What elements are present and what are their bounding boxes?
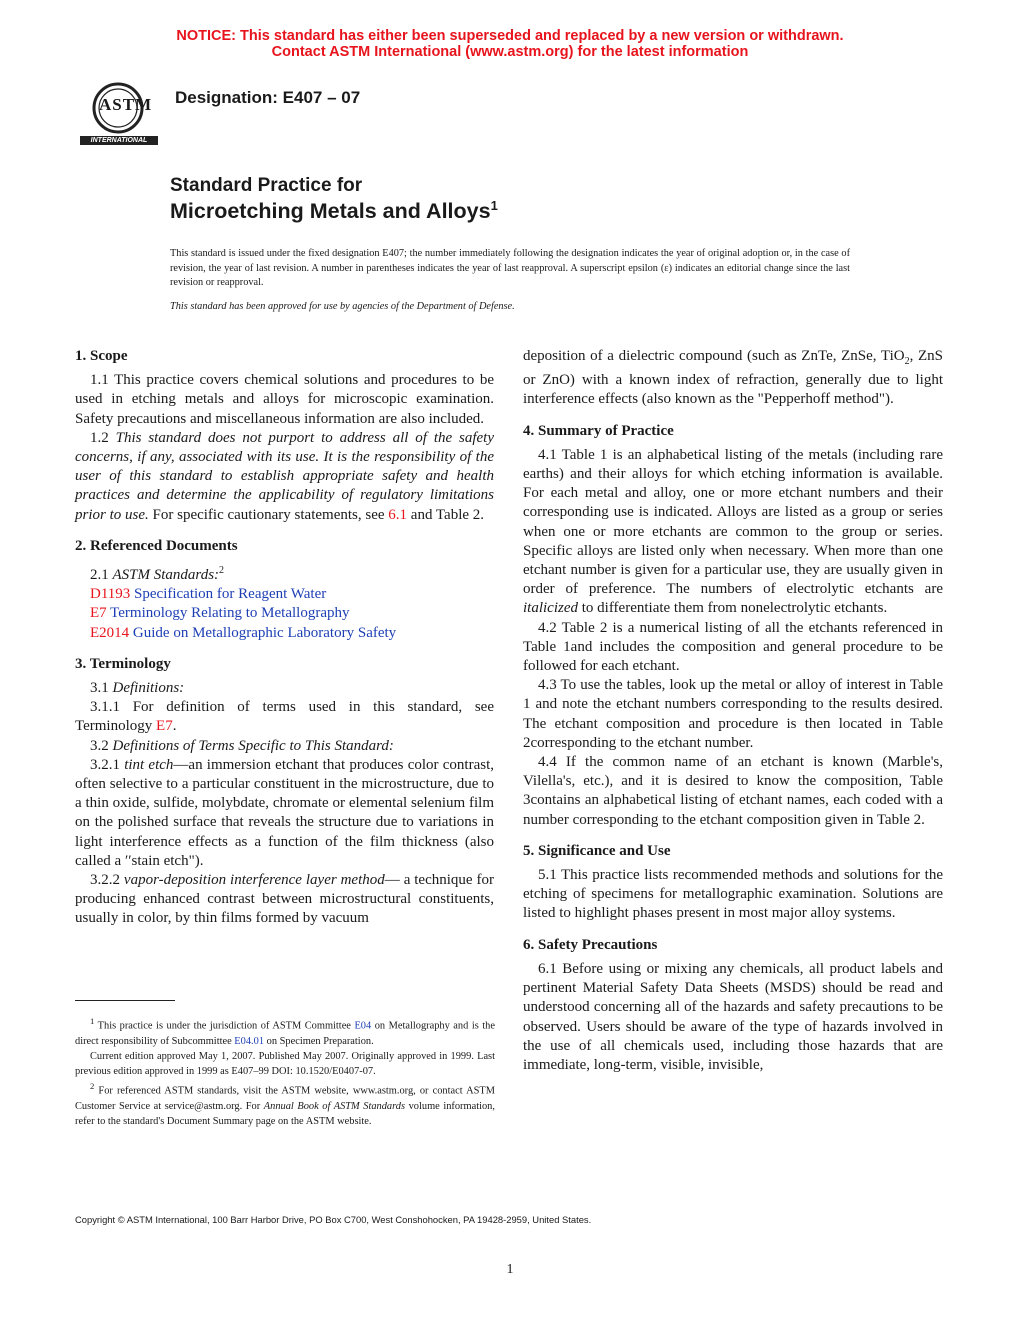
ref-doc[interactable]: E2014 Guide on Metallographic Laboratory Safety: [90, 624, 397, 641]
section-heading-terminology: 3. Terminology: [75, 655, 171, 672]
link-e7[interactable]: E7: [156, 718, 173, 735]
section-heading-referenced: 2. Referenced Documents: [75, 537, 238, 554]
term-3-2-2: 3.2.2 vapor-deposition interference layer method— a technique for producing enhanced contrast between microstructural constituents, usually in color, by thin films formed by vacuum: [75, 872, 494, 927]
approved-note: This standard has been approved for use by agencies of the Department of Defense.: [170, 301, 515, 312]
link-e04-01[interactable]: E04.01: [234, 1035, 265, 1047]
section-heading-safety: 6. Safety Precautions: [523, 936, 658, 953]
ref-doc[interactable]: D1193 Specification for Reagent Water: [90, 586, 327, 603]
footnote-1: $^1$ This practice is under the jurisdiction of ASTM Committee E04 on Metallography and is the direct responsibility of Subcommittee E04.01 on Specimen Preparation.: [75, 1016, 495, 1047]
link-e04[interactable]: E04: [354, 1020, 372, 1032]
scope-p2: 1.2 This standard does not purport to address all of the safety concerns, if any, associated with its use. It is the responsibility of the user of this standard to establish appropriate safety and health practices and determine the applicability of regulatory limitations prior to use. For specific cautionary statements, see 6.1 and Table 2.: [75, 429, 495, 523]
notice-line-1: NOTICE: This standard has either been superseded and replaced by a new version or withdrawn.: [176, 28, 844, 44]
summary-p2: 4.2 Table 2 is a numerical listing of all the etchants referenced in Table 1and includes the composition and general procedure to be followed for each etchant.: [523, 619, 943, 675]
page-number: 1: [506, 1262, 514, 1277]
term-3-1-1: 3.1.1 For definition of terms used in this standard, see Terminology E7.: [75, 699, 494, 735]
astm-standards-label: 2.1 ASTM Standards:$^2$: [90, 565, 225, 584]
footnotes: [75, 1014, 495, 1129]
footnote-2: $^2$ For referenced ASTM standards, visit the ASTM website, www.astm.org, or contact ASTM Customer Service at service@astm.org. For Annual Book of ASTM Standards volume information, refer to the standard's Document Summary page on the ASTM website.: [75, 1081, 495, 1128]
safety-p1: 6.1 Before using or mixing any chemicals, all product labels and pertinent Material Safety Data Sheets (MSDS) should be read and understood concerning all of the hazards and safety precautions to be observed. Users should be aware of the type of hazards involved in the use of all chemicals used, including those hazards that are immediate, long-term, visible, invisible,: [523, 960, 943, 1073]
term-3-2: 3.2 Definitions of Terms Specific to This Standard:: [90, 737, 394, 754]
footnote-1-edition: Current edition approved May 1, 2007. Published May 2007. Originally approved in 1999. Last previous edition approved in 1999 as E407–99 DOI: 10.1520/E0407-07.: [75, 1050, 495, 1078]
section-heading-summary: 4. Summary of Practice: [523, 422, 674, 439]
logo-subtext: INTERNATIONAL: [90, 137, 148, 144]
significance-p1: 5.1 This practice lists recommended methods and solutions for the etching of specimens for metallographic examination. Solutions are listed to highlight phases present in most major alloy systems.: [523, 867, 943, 922]
summary-p1: 4.1 Table 1 is an alphabetical listing of the metals (including rare earths) and their alloys for which etching information is available. For each metal and alloy, one or more etchant numbers and their corresponding use is indicated. Alloys are listed as a group or series when one or more etchants are common to the group or series. Specific alloys are listed only when necessary. When more than one etchant number is given for a particular use, they are usually given in order of preference. The numbers of electrolytic etchants are italicized to differentiate them from nonelectrolytic etchants.: [523, 446, 943, 617]
link-6-1[interactable]: 6.1: [388, 506, 408, 523]
footnote-rule: [75, 1000, 175, 1001]
section-heading-scope: 1. Scope: [75, 348, 128, 364]
copyright: Copyright © ASTM International, 100 Barr Harbor Drive, PO Box C700, West Conshohocken, PA 19428-2959, United States.: [75, 1214, 592, 1225]
title-line-2: Microetching Metals and Alloys$^1$: [170, 198, 498, 224]
term-3-2-1: 3.2.1 tint etch—an immersion etchant that produces color contrast, often selective to a particular constituent in the microstructure, due to a thin oxide, sulfide, molybdate, chromate or elemental selenium film on the polished surface that reveals the structure due to variations in light interference effects as a function of the film thickness (also called a ′′stain etch").: [75, 756, 494, 869]
section-heading-significance: 5. Significance and Use: [523, 842, 671, 859]
scope-p1: 1.1 This practice covers chemical solutions and procedures to be used in etching metals and alloys for microscopic examination. Safety precautions and miscellaneous information are also included.: [75, 372, 494, 427]
notice-line-2: Contact ASTM International (www.astm.org) for the latest information: [271, 44, 749, 60]
designation: Designation: E407 – 07: [175, 88, 361, 107]
ref-doc[interactable]: E7 Terminology Relating to Metallography: [90, 605, 350, 622]
term-3-2-2-cont: deposition of a dielectric compound (such as ZnTe, ZnSe, TiO$_2$, ZnS or ZnO) with a known index of refraction, generally due to light interference effects (also known as the "Pepperhoff method").: [523, 348, 943, 408]
right-column: [523, 347, 943, 1075]
astm-logo: [78, 78, 160, 150]
term-3-1: 3.1 Definitions:: [90, 680, 185, 697]
title-line-1: Standard Practice for: [170, 175, 363, 196]
summary-p4: 4.4 If the common name of an etchant is known (Marble's, Vilella's, etc.), and it is desired to know the composition, Table 3contains an alphabetical listing of etchant names, each coded with a number corresponding to the etchant composition given in Table 2.: [523, 754, 943, 828]
logo-text: ASTM: [99, 95, 153, 114]
issued-note: This standard is issued under the fixed designation E407; the number immediately following the designation indicates the year of original adoption or, in the case of revision, the year of last revision. A number in parentheses indicates the year of last reapproval. A superscript epsilon (ε) indicates an editorial change since the last revision or reapproval.: [170, 248, 850, 288]
summary-p3: 4.3 To use the tables, look up the metal or alloy of interest in Table 1 and note the etchant numbers corresponding to the results desired. The etchant composition and procedure is then located in Table 2corresponding to the etchant number.: [523, 677, 943, 751]
left-column: [75, 347, 494, 929]
